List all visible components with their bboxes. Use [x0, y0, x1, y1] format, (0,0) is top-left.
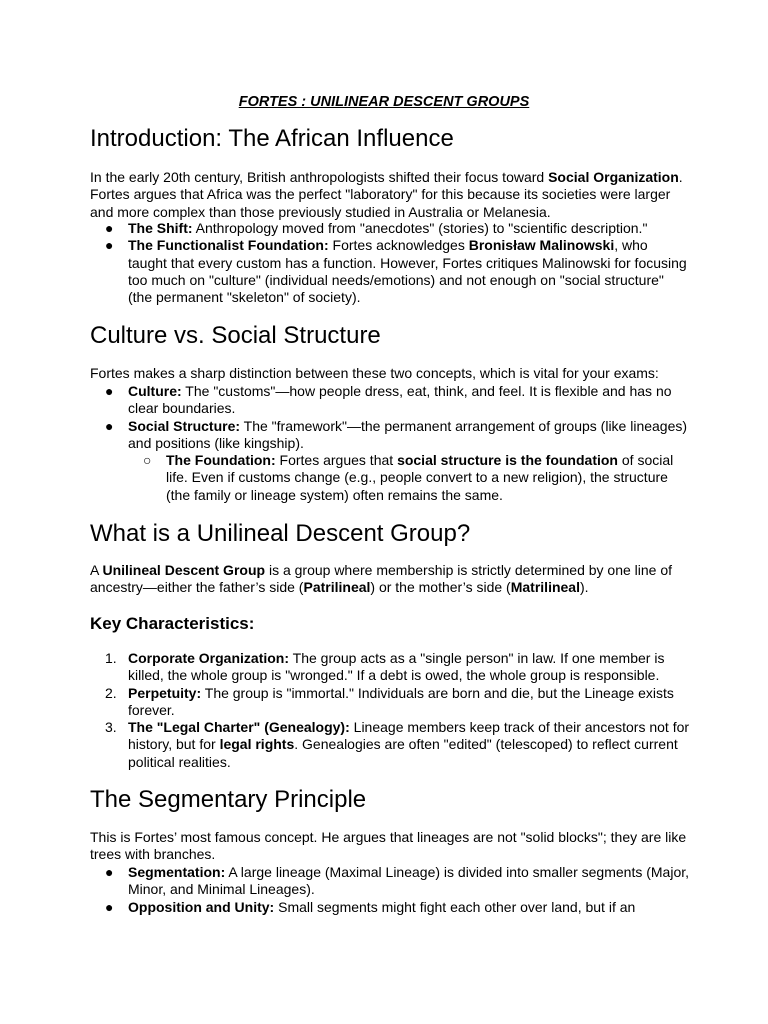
list-item: ● Segmentation: A large lineage (Maximal Lineage) is divided into smaller segments (Major, Minor, and Minimal Lineages).: [105, 864, 690, 898]
section-heading-culture-vs-structure: Culture vs. Social Structure: [90, 322, 381, 349]
list-number: 2.: [105, 684, 117, 701]
section-heading-introduction: Introduction: The African Influence: [90, 125, 454, 152]
bullet-marker: ●: [105, 898, 114, 915]
bullet-marker: ●: [105, 237, 114, 254]
key-characteristics-list: [90, 650, 690, 771]
introduction-paragraph: In the early 20th century, British anthropologists shifted their focus toward Social Organization. Fortes argues that Africa was the perfect "laboratory" for this because its societies were larger and more complex than those previously studied in Australia or Melanesia.: [90, 169, 683, 220]
bullet-marker: ●: [105, 220, 114, 236]
unilineal-intro-paragraph: A Unilineal Descent Group is a group where membership is strictly determined by one line of ancestry—either the father’s side (Patrilineal) or the mother’s side (Matrilineal).: [90, 562, 673, 596]
segmentary-bullet-list: [90, 864, 690, 916]
culture-bullet-list: [90, 383, 690, 504]
list-item: ● The Functionalist Foundation: Fortes acknowledges Bronisław Malinowski, who taught that every custom has a function. However, Fortes critiques Malinowski for focusing too much on "culture" (individual needs/emotions) and not enough on "social structure" (the permanent "skeleton" of society).: [105, 237, 687, 306]
subheading-key-characteristics: Key Characteristics:: [90, 614, 255, 633]
list-number: 3.: [105, 719, 117, 736]
bullet-marker: ●: [105, 864, 114, 880]
sub-bullet-marker: ○: [143, 452, 152, 469]
list-item: 1. Corporate Organization: The group acts as a "single person" in law. If one member is killed, the whole group is "wronged." If a debt is owed, the whole group is responsible.: [105, 650, 665, 684]
list-item: 2. Perpetuity: The group is "immortal." Individuals are born and die, but the Lineage exists forever.: [105, 684, 674, 718]
introduction-bullet-list: [90, 220, 690, 306]
bullet-marker: ●: [105, 383, 114, 399]
list-item: 3. The "Legal Charter" (Genealogy): Lineage members keep track of their ancestors not for history, but for legal rights. Genealogies are often "edited" (telescoped) to reflect current political realities.: [105, 719, 690, 770]
bullet-marker: ●: [105, 417, 114, 434]
list-item: ● Culture: The "customs"—how people dress, eat, think, and feel. It is flexible and has no clear boundaries.: [105, 383, 672, 417]
culture-intro-paragraph: Fortes makes a sharp distinction between these two concepts, which is vital for your exams:: [90, 365, 659, 381]
section-heading-segmentary-principle: The Segmentary Principle: [90, 786, 367, 813]
list-item: ● Social Structure: The "framework"—the permanent arrangement of groups (like lineages) and positions (like kingship).: [105, 417, 688, 451]
sub-list-item: ○ The Foundation: Fortes argues that social structure is the foundation of social life. Even if customs change (e.g., people convert to a new religion), the structure (the family or lineage system) often remains the same.: [143, 452, 674, 503]
list-number: 1.: [105, 650, 117, 666]
list-item: ● The Shift: Anthropology moved from "anecdotes" (stories) to "scientific description.": [105, 220, 648, 236]
section-heading-unilineal-descent: What is a Unilineal Descent Group?: [90, 520, 471, 547]
list-item: ● Opposition and Unity: Small segments might fight each other over land, but if an: [105, 898, 636, 915]
document-title: FORTES : UNILINEAR DESCENT GROUPS: [238, 94, 530, 110]
segmentary-intro-paragraph: This is Fortes’ most famous concept. He argues that lineages are not "solid blocks"; they are like trees with branches.: [90, 829, 687, 863]
